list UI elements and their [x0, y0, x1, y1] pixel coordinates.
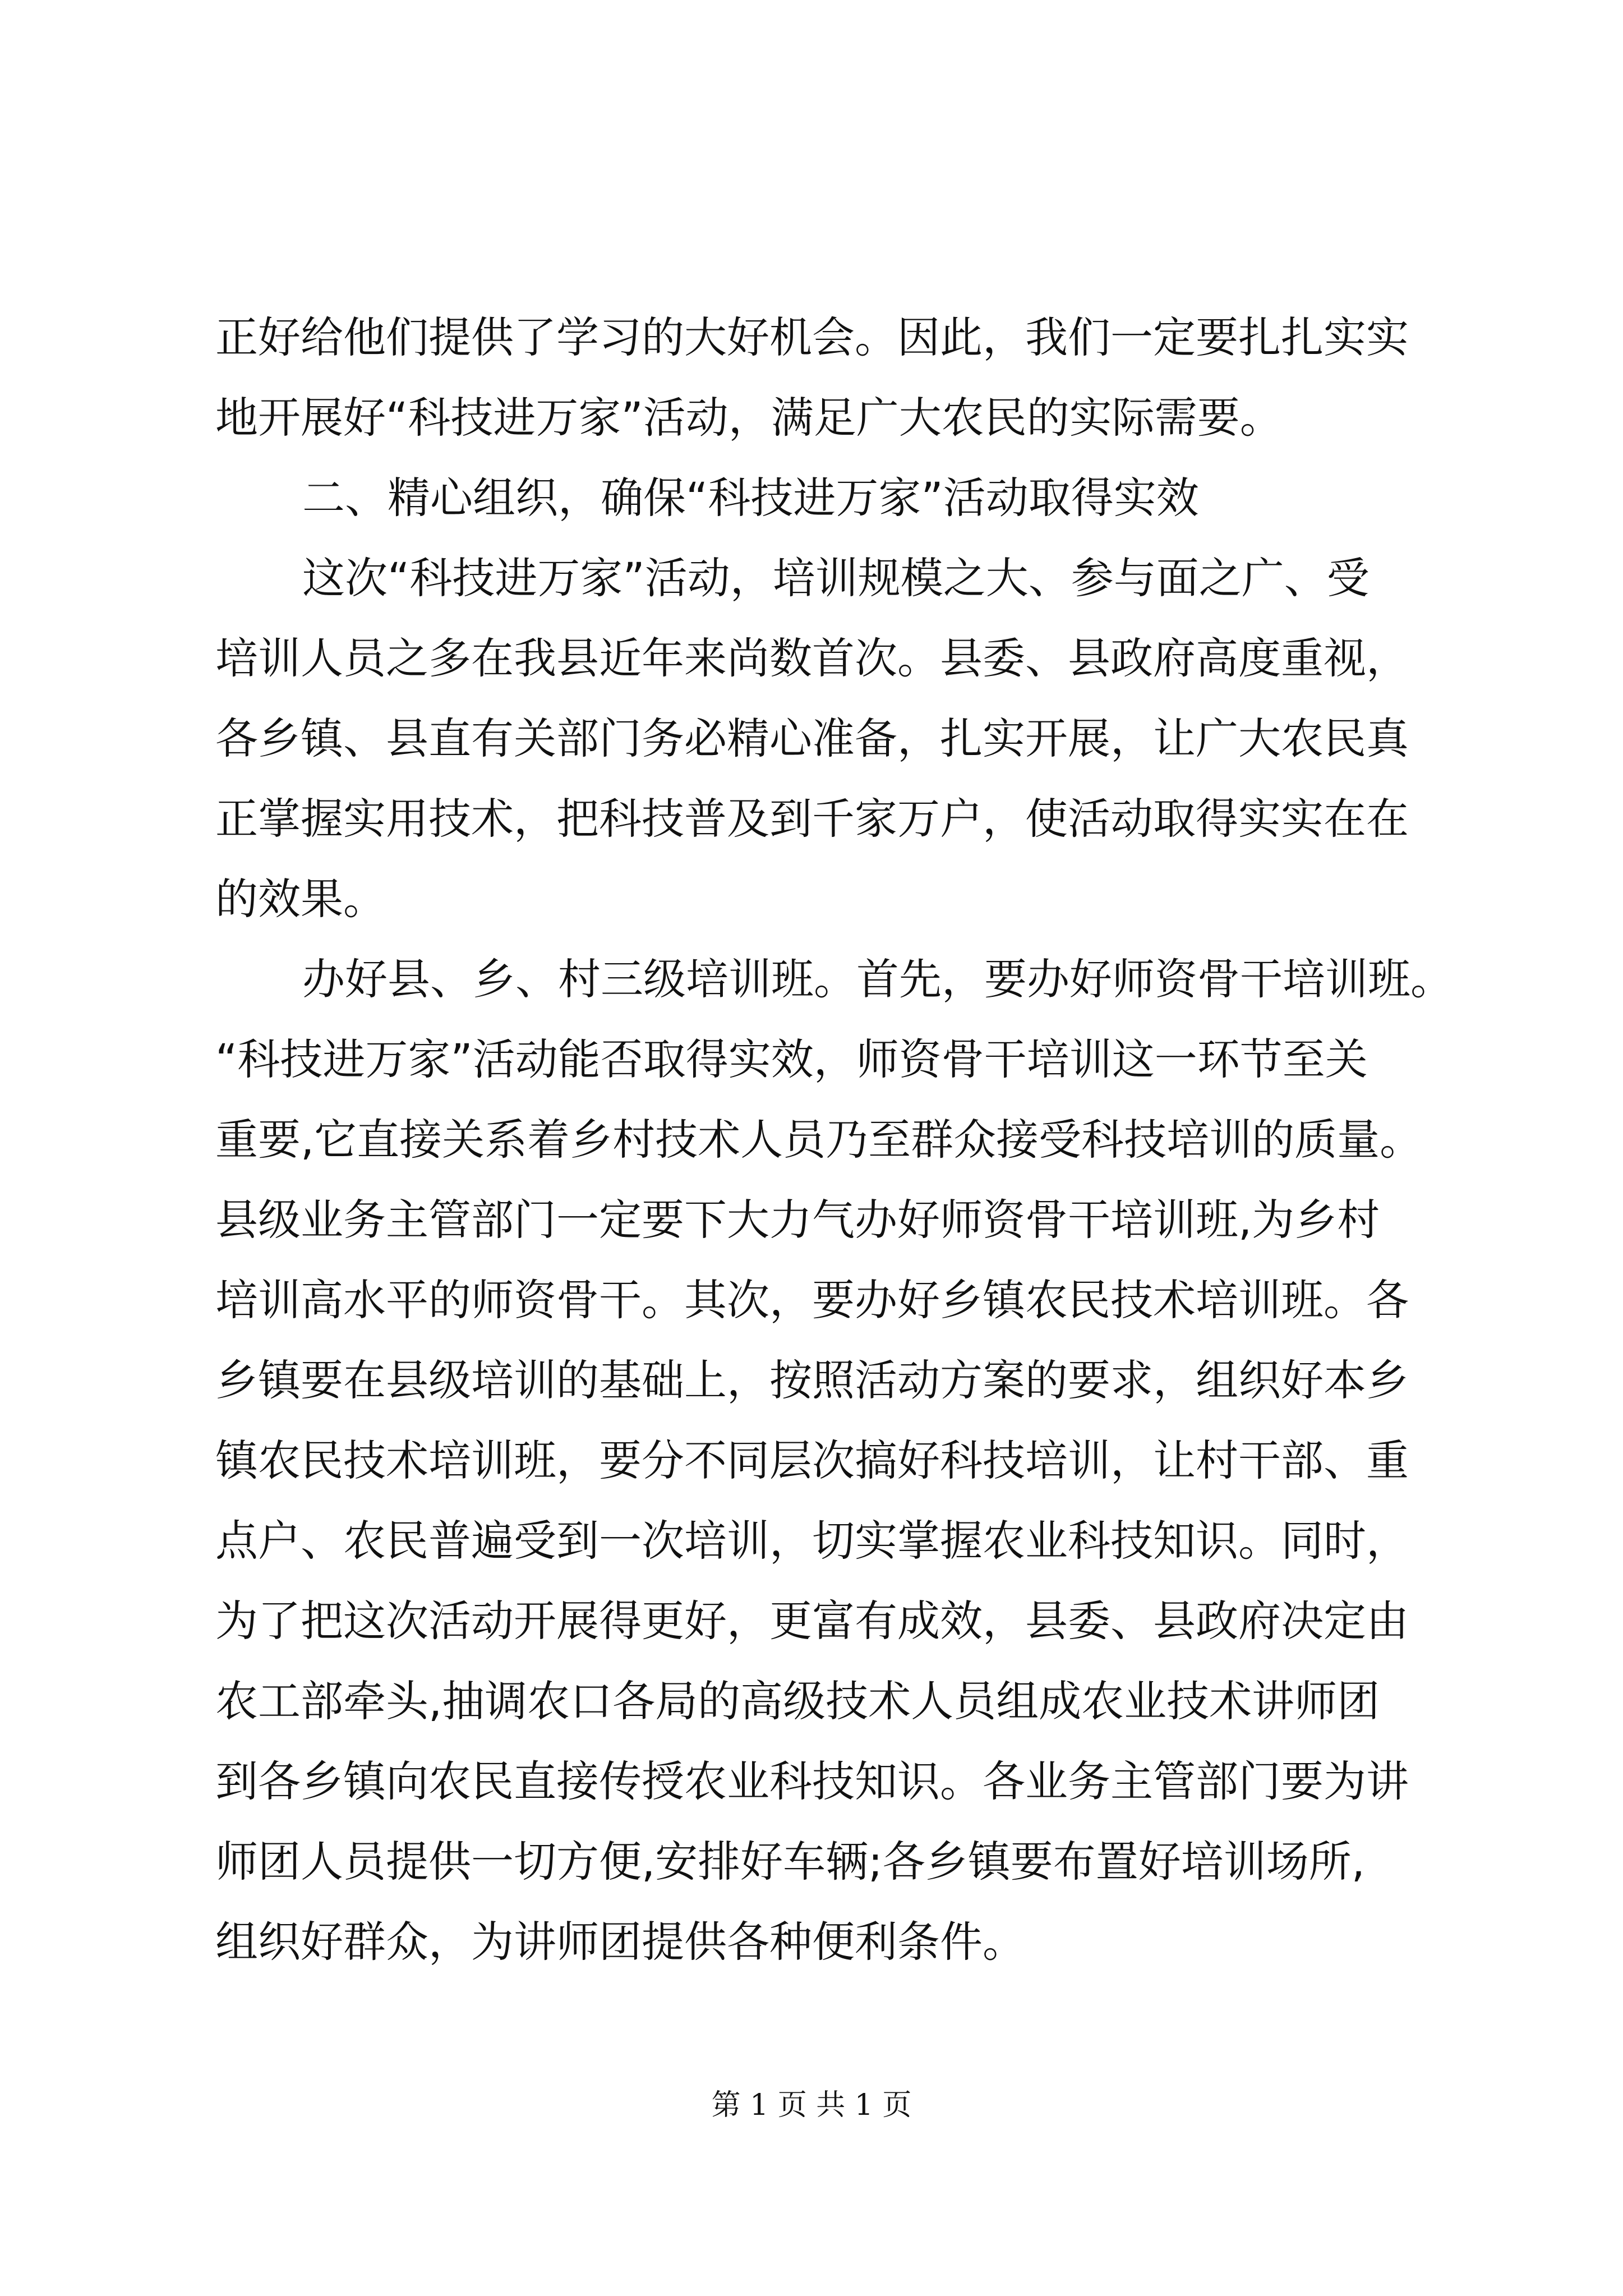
paragraph-line: 县级业务主管部门一定要下大力气办好师资骨干培训班,为乡村 [215, 1195, 1380, 1245]
paragraph-line: 培训人员之多在我县近年来尚数首次。县委、县政府高度重视， [215, 633, 1409, 683]
paragraph-line: “科技进万家”活动能否取得实效，师资骨干培训这一环节至关 [215, 1034, 1368, 1084]
paragraph-line: 组织好群众，为讲师团提供各种便利条件。 [215, 1917, 1025, 1967]
paragraph-line: 办好县、乡、村三级培训班。首先，要办好师资骨干培训班。 [302, 954, 1453, 1004]
paragraph-line: 为了把这次活动开展得更好，更富有成效，县委、县政府决定由 [215, 1596, 1409, 1646]
page-number-footer: 第 1 页 共 1 页 [711, 2088, 912, 2122]
paragraph-line: 点户、农民普遍受到一次培训，切实掌握农业科技知识。同时， [215, 1516, 1409, 1566]
paragraph-line: 这次“科技进万家”活动，培训规模之大、参与面之广、受 [302, 553, 1370, 603]
paragraph-line: 乡镇要在县级培训的基础上，按照活动方案的要求，组织好本乡 [215, 1355, 1409, 1405]
paragraph-line: 到各乡镇向农民直接传授农业科技知识。各业务主管部门要为讲 [215, 1756, 1409, 1806]
paragraph-line: 培训高水平的师资骨干。其次，要办好乡镇农民技术培训班。各 [215, 1275, 1409, 1325]
paragraph-line: 镇农民技术培训班，要分不同层次搞好科技培训，让村干部、重 [215, 1435, 1409, 1485]
paragraph-line: 各乡镇、县直有关部门务必精心准备，扎实开展，让广大农民真 [215, 714, 1409, 763]
section-heading: 二、精心组织，确保“科技进万家”活动取得实效 [302, 473, 1199, 523]
paragraph-line: 重要,它直接关系着乡村技术人员乃至群众接受科技培训的质量。 [215, 1115, 1423, 1165]
paragraph-line: 正好给他们提供了学习的大好机会。因此，我们一定要扎扎实实 [215, 312, 1409, 362]
paragraph-line: 正掌握实用技术，把科技普及到千家万户，使活动取得实实在在 [215, 794, 1409, 844]
paragraph-line: 师团人员提供一切方便,安排好车辆;各乡镇要布置好培训场所, [215, 1837, 1365, 1887]
paragraph-line: 农工部牵头,抽调农口各局的高级技术人员组成农业技术讲师团 [215, 1676, 1380, 1726]
paragraph-line: 的效果。 [215, 874, 386, 924]
paragraph-line: 地开展好“科技进万家”活动，满足广大农民的实际需要。 [215, 393, 1283, 443]
document-body [215, 297, 1453, 1982]
